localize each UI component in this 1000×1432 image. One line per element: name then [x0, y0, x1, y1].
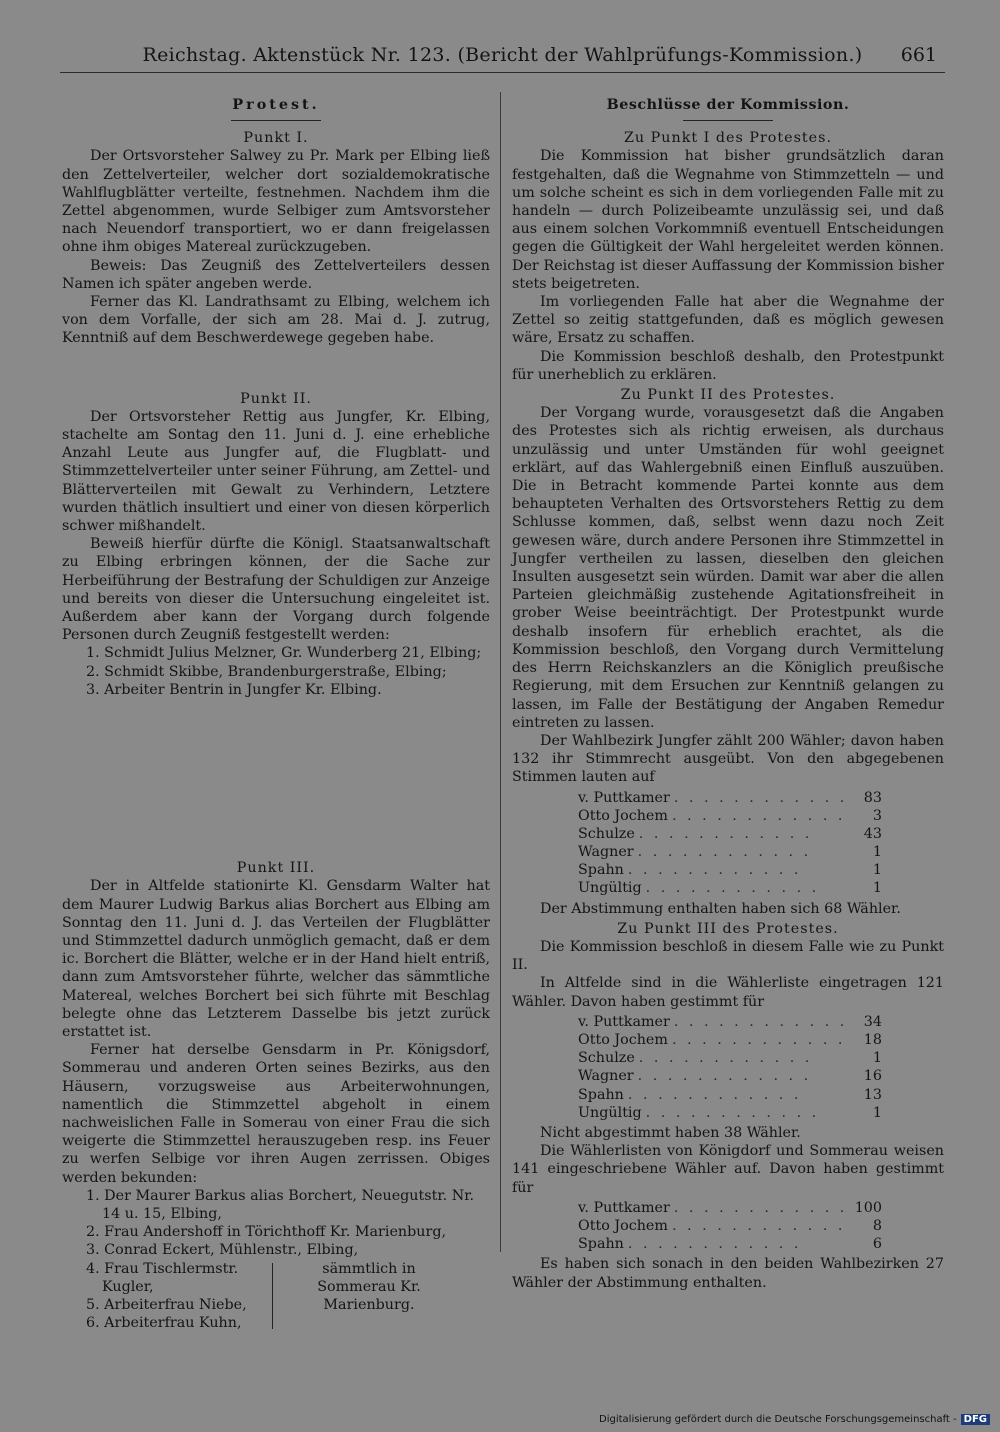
punkt-3-witness-list [62, 1187, 490, 1260]
punkt-2-evidence: Beweiß hierfür dürfte die Königl. Staatsanwaltschaft zu Elbing erbringen können, der die Sache zur Herbeiführung der Bestrafung der Schuldigen zur Anzeige und bereits von dieser die Untersuchung eingeleitet ist. Außerdem aber kann der Vorgang durch folgende Personen durch Zeugniß festgestellt werden: [62, 536, 490, 644]
header-title: Reichstag. Aktenstück Nr. 123. (Bericht der Wahlprüfungs-Kommission.) [142, 44, 863, 66]
page-header [60, 38, 945, 73]
punkt-2-witness-list [62, 644, 490, 699]
vote-row: Otto Jochem . . . . . . . . . . . . 3 [578, 807, 882, 824]
zu-punkt-1-paragraph: Die Kommission hat bisher grundsätzlich daran festgehalten, daß die Wegnahme von Stimmzetteln — und um solche scheint es sich in dem vorliegenden Falle mit zu handeln — durch Polizeibeamte unzulässig sei, und daß aus einem solchen Vorkommniß eventuell Entscheidungen gegen die Gültigkeit der Wahl hergeleitet werden können. Der Reichstag ist dieser Auffassung der Kommission bisher stets beigetreten. [512, 148, 944, 292]
vote-row: Otto Jochem . . . . . . . . . . . . 18 [578, 1032, 882, 1049]
vote-row: Ungültig . . . . . . . . . . . . 1 [578, 880, 882, 897]
witness-item: 6. Arbeiterfrau Kuhn, [86, 1315, 242, 1332]
decisions-heading: Beschlüsse der Kommission. [606, 97, 850, 113]
page-number: 661 [900, 44, 937, 66]
witness-item: 3. Arbeiter Bentrin in Jungfer Kr. Elbing. [86, 681, 382, 698]
witness-item: 1. Der Maurer Barkus alias Borchert, Neuegutstr. Nr. 14 u. 15, Elbing, [86, 1187, 475, 1222]
punkt-2-paragraph: Der Ortsvorsteher Rettig aus Jungfer, Kr. Elbing, stachelte am Sontag den 11. Juni d. J. eine erhebliche Anzahl Leute aus Jungfer auf, die Flugblatt- und Stimmzettelverteiler unter seiner Führung, am Zettel- und Blätterverteilen mit Gewalt zu Verhindern, Letztere wurden thätlich insultiert und einer von diesen körperlich schwer mißhandelt. [62, 408, 490, 535]
witness-item: 2. Frau Andershoff in Törichthoff Kr. Marienburg, [86, 1224, 447, 1241]
witness-item: 5. Arbeiterfrau Niebe, [86, 1296, 247, 1313]
zu-punkt-1-title: Zu Punkt I des Protestes. [623, 130, 833, 147]
right-column-decisions [512, 92, 944, 1292]
zu-punkt-3-decision: Die Kommission beschloß in diesem Falle wie zu Punkt II. [512, 939, 944, 974]
heading-rule [683, 120, 773, 121]
witness-group-note: sämmtlich in Sommerau Kr. Marienburg. [317, 1260, 421, 1313]
zu-punkt-1-decision: Die Kommission beschloß deshalb, den Protestpunkt für unerheblich zu erklären. [512, 348, 944, 383]
punkt-3-further: Ferner hat derselbe Gensdarm in Pr. Königsdorf, Sommerau und anderen Orten seines Bezirks, aus den Häusern, vorzugsweise aus Arbeiterwohnungen, namentlich die Stimmzettel abgeholt in einem nachweislichen Falle in Somerau von einer Frau die sich weigerte die Stimmzettel herauszugeben resp. ins Feuer zu werfen Selbige vor ihren Augen zerrissen. Obiges werden bekunden: [62, 1042, 490, 1186]
witness-group-names [62, 1260, 272, 1333]
zu-punkt-2-title: Zu Punkt II des Protestes. [620, 387, 836, 404]
footer-text: Digitalisierung gefördert durch die Deutsche Forschungsgemeinschaft - [599, 1414, 957, 1425]
zu-punkt-2-paragraph: Der Vorgang wurde, vorausgesetzt daß die Angaben des Protestes sich als richtig erweisen, als durchaus unzulässig und unter Umständen für wohl geeignet erklärt, auf das Wahlergebniß einen Einfluß auszuüben. Die in Betracht kommende Partei konnte aus dem behaupteten Verhalten des Ortsvorstehers Rettig zu dem Schlusse kommen, daß, selbst wenn dazu noch Zeit gewesen wäre, durch andere Personen ihre Stimmzettel in Jungfer vertheilen zu lassen, dieselben den gleichen Insulten ausgesetzt sein würden. Damit war aber die allen Parteien gleichmäßig zustehende Agitationsfreiheit in grober Weise beeinträchtigt. Der Protestpunkt wurde deshalb insofern für erheblich erachtet, als die Kommission beschloß, den Vorgang durch Vermittelung des Herrn Reichskanzlers an die Königlich preußische Regierung, mit dem Ersuchen zur Kenntniß gelangen zu lassen, im Falle der Bestätigung der Angaben Remedur eintreten zu lassen. [512, 405, 944, 731]
zu-punkt-3-title: Zu Punkt III des Protestes. [617, 920, 839, 937]
zu-punkt-3-koenigsdorf: Die Wählerlisten von Königdorf und Sommerau weisen 141 eingeschriebene Wähler auf. Davon haben gestimmt für [512, 1143, 944, 1196]
vote-row: Wagner . . . . . . . . . . . . 1 [578, 844, 882, 861]
punkt-2-title: Punkt II. [240, 390, 312, 407]
zu-punkt-3-conclusion: Es haben sich sonach in den beiden Wahlbezirken 27 Wähler der Abstimmung enthalten. [512, 1256, 944, 1291]
footer-credit [599, 1414, 990, 1425]
protest-heading: Protest. [232, 97, 320, 113]
witness-item: 4. Frau Tischlermstr. Kugler, [86, 1260, 239, 1295]
punkt-1-paragraph: Der Ortsvorsteher Salwey zu Pr. Mark per Elbing ließ den Zettelverteiler, welcher dort sozialdemokratische Wahlflugblätter verteilte, festnehmen. Nachdem ihm die Zettel abgenommen, wurde Selbiger zum Amtsvorsteher nach Neuendorf transportiert, wo er dann freigelassen ohne ihm obiges Matereal zurückzugeben. [62, 148, 490, 256]
heading-rule [231, 120, 321, 121]
punkt-1-further: Ferner das Kl. Landrathsamt zu Elbing, welchem ich von dem Vorfalle, der sich am 28. Mai d. J. zutrug, Kenntniß auf dem Beschwerdewege gegeben habe. [62, 294, 490, 347]
zu-punkt-2-district: Der Wahlbezirk Jungfer zählt 200 Wähler; davon haben 132 ihr Stimmrecht ausgeübt. Von den abgegebenen Stimmen lauten auf [512, 732, 944, 786]
zu-punkt-2-abstentions: Der Abstimmung enthalten haben sich 68 Wähler. [540, 900, 901, 917]
vote-table-koenigsdorf-sommerau [578, 1199, 882, 1254]
left-column-protest [62, 92, 490, 1332]
column-divider [500, 92, 501, 1252]
punkt-3-title: Punkt III. [236, 860, 316, 877]
witness-item: 1. Schmidt Julius Melzner, Gr. Wunderberg 21, Elbing; [86, 645, 482, 662]
zu-punkt-3-altfelde: In Altfelde sind in die Wählerliste eingetragen 121 Wähler. Davon haben gestimmt für [512, 975, 944, 1010]
punkt-3-witness-group [62, 1260, 490, 1333]
punkt-1-evidence: Beweis: Das Zeugniß des Zettelverteilers dessen Namen ich später angeben werde. [62, 257, 490, 292]
vote-row: Otto Jochem . . . . . . . . . . . . 8 [578, 1217, 882, 1234]
dfg-logo: DFG [961, 1414, 990, 1425]
witness-item: 2. Schmidt Skibbe, Brandenburgerstraße, Elbing; [86, 663, 447, 680]
witness-item: 3. Conrad Eckert, Mühlenstr., Elbing, [86, 1242, 359, 1259]
vote-row: Spahn . . . . . . . . . . . . 13 [578, 1086, 882, 1103]
vote-row: v. Puttkamer . . . . . . . . . . . . 34 [578, 1013, 882, 1030]
vote-row: Ungültig . . . . . . . . . . . . 1 [578, 1104, 882, 1121]
zu-punkt-1-paragraph-2: Im vorliegenden Falle hat aber die Wegnahme der Zettel so zeitig stattgefunden, daß es möglich gewesen wäre, Ersatz zu schaffen. [512, 294, 944, 347]
zu-punkt-3-abstentions: Nicht abgestimmt haben 38 Wähler. [540, 1124, 801, 1141]
vote-table-jungfer [578, 789, 882, 898]
vote-row: Spahn . . . . . . . . . . . . 6 [578, 1236, 882, 1253]
vote-row: Schulze . . . . . . . . . . . . 43 [578, 825, 882, 842]
vote-row: Wagner . . . . . . . . . . . . 16 [578, 1068, 882, 1085]
vote-row: Schulze . . . . . . . . . . . . 1 [578, 1050, 882, 1067]
punkt-3-paragraph: Der in Altfelde stationirte Kl. Gensdarm Walter hat dem Maurer Ludwig Barkus alias Borchert aus Elbing am Sonntag den 11. Juni d. J. das Verteilen der Flugblätter und Stimmzettel dadurch unmöglich gemacht, daß er dem ic. Borchert die Blätter, welche er in der Hand hielt entriß, dann zum Amtsvorsteher führte, welcher das sämmtliche Matereal, welches Borchert bei sich führte mit Beschlag belegte ohne das Letzterem Dasselbe bis jetzt zurück erstattet ist. [62, 878, 490, 1040]
punkt-1-title: Punkt I. [243, 130, 309, 147]
vote-row: Spahn . . . . . . . . . . . . 1 [578, 862, 882, 879]
vote-row: v. Puttkamer . . . . . . . . . . . . 100 [578, 1199, 882, 1216]
brace-icon [272, 1263, 303, 1330]
vote-table-altfelde [578, 1013, 882, 1122]
vote-row: v. Puttkamer . . . . . . . . . . . . 83 [578, 789, 882, 806]
